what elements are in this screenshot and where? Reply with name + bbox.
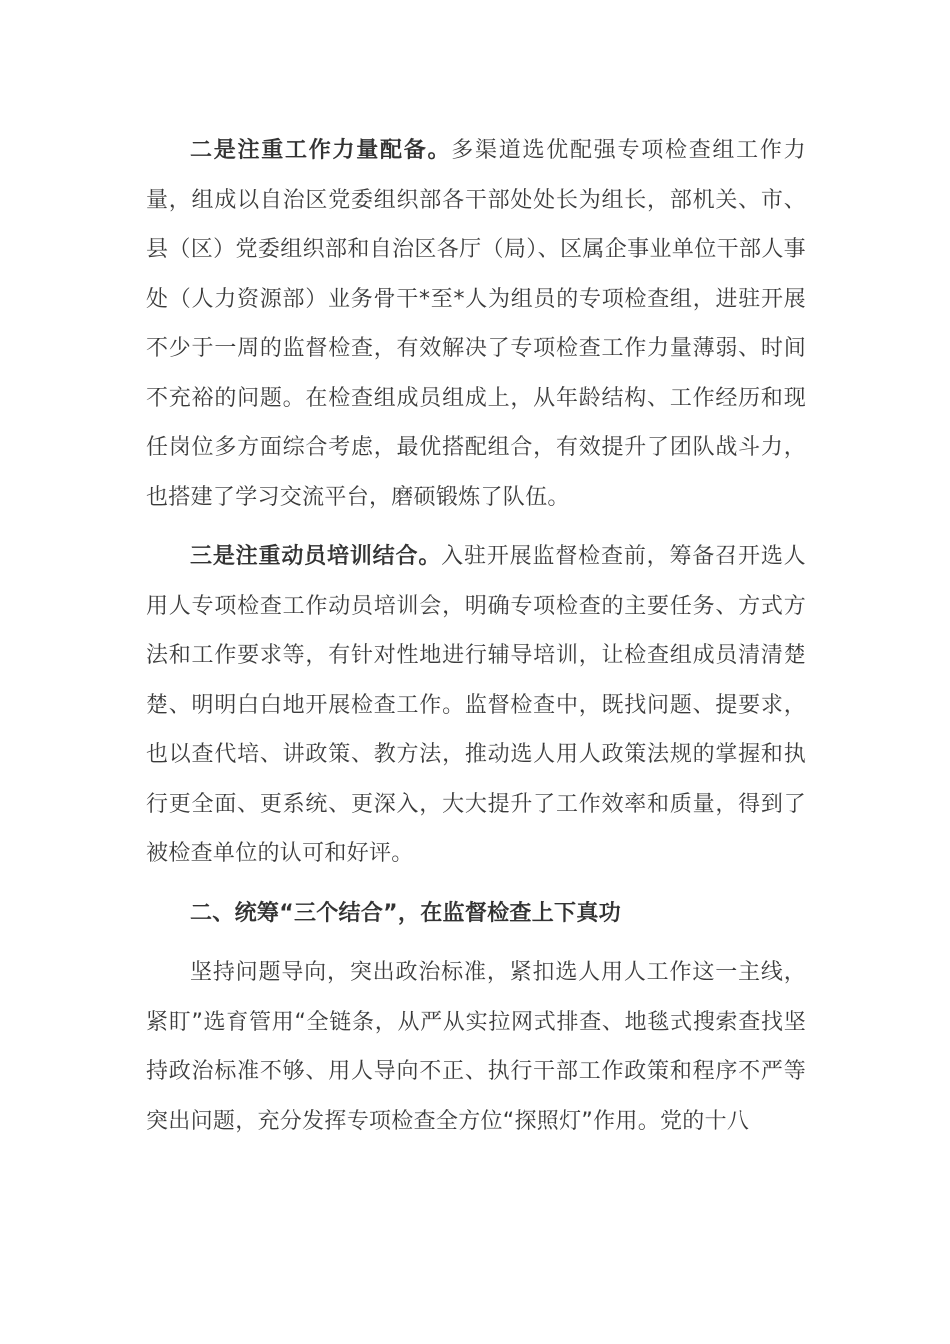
paragraph-spacer [146, 879, 806, 889]
paragraph-training [146, 532, 806, 879]
document-body [146, 126, 806, 1146]
section-paragraph: 坚持问题导向，突出政治标准，紧扣选人用人工作这一主线，紧盯”选育管用“全链条，从严从实拉网式排查、地毯式搜索查找坚持政治标准不够、用人导向不正、执行干部工作政策和程序不严等突出问题，充分发挥专项检查全方位“探照灯”作用。党的十八 [146, 960, 806, 1134]
paragraph-lead: 三是注重动员培训结合。 [190, 544, 442, 569]
paragraph-text: 入驻开展监督检查前，筹备召开选人用人专项检查工作动员培训会，明确专项检查的主要任务、方式方法和工作要求等，有针对性地进行辅导培训，让检查组成员清清楚楚、明明白白地开展检查工作。监督检查中，既找问题、提要求，也以查代培、讲政策、教方法，推动选人用人政策法规的掌握和执行更全面、更系统、更深入，大大提升了工作效率和质量，得到了被检查单位的认可和好评。 [146, 544, 806, 866]
paragraph-spacer [146, 938, 806, 948]
section-heading: 二、统筹“三个结合”，在监督检查上下真功 [190, 900, 621, 926]
paragraph-spacer [146, 522, 806, 532]
paragraph-lead: 二是注重工作力量配备。 [190, 138, 452, 163]
paragraph-text: 多渠道选优配强专项检查组工作力量，组成以自治区党委组织部各干部处处长为组长，部机关、市、县（区）党委组织部和自治区各厅（局）、区属企事业单位干部人事处（人力资源部）业务骨干*至*人为组员的专项检查组，进驻开展不少于一周的监督检查，有效解决了专项检查工作力量薄弱、时间不充裕的问题。在检查组成员组成上，从年龄结构、工作经历和现任岗位多方面综合考虑，最优搭配组合，有效提升了团队战斗力，也搭建了学习交流平台，磨硕锻炼了队伍。 [146, 138, 806, 510]
paragraph-staffing [146, 126, 806, 522]
